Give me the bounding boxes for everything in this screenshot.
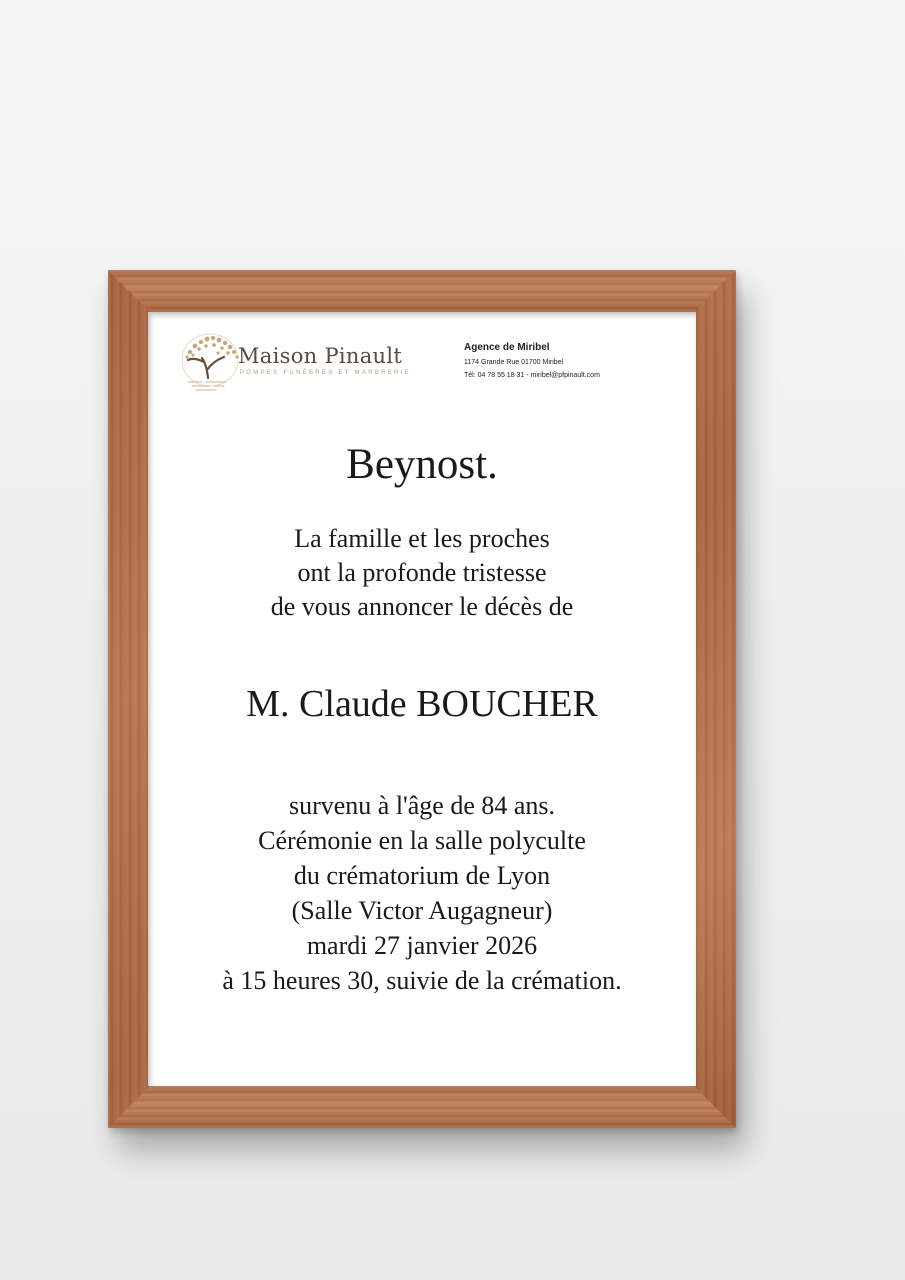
detail-line: du crématorium de Lyon (293, 861, 551, 890)
agency-name: Agence de Miribel (464, 342, 550, 353)
letterhead (148, 312, 696, 412)
frame-top-rail (108, 270, 736, 312)
intro-line: de vous annoncer le décès de (270, 592, 574, 621)
intro-line: ont la profonde tristesse (297, 558, 547, 587)
detail-line: mardi 27 janvier 2026 (306, 931, 538, 960)
detail-line: Cérémonie en la salle polyculte (258, 826, 586, 855)
notice-intro (148, 522, 696, 624)
brand-tagline: POMPES FUNÈBRES ET MARBRERIE (240, 370, 411, 376)
intro-line: La famille et les proches (294, 524, 550, 553)
detail-line: (Salle Victor Augagneur) (291, 896, 553, 925)
notice-town: Beynost. (346, 441, 498, 488)
notice-details (148, 788, 696, 998)
detail-line: survenu à l'âge de 84 ans. (288, 791, 556, 820)
agency-contact: Tél: 04 78 55 18 31 - miribel@pfpinault.com (464, 372, 600, 379)
detail-line: à 15 heures 30, suivie de la crémation. (222, 966, 622, 995)
frame-bottom-rail (108, 1086, 736, 1128)
agency-info (464, 342, 600, 385)
death-notice-paper (148, 312, 696, 1086)
agency-address: 1174 Grande Rue 01700 Miribel (464, 359, 564, 366)
wooden-frame (108, 270, 736, 1128)
brand-name: Maison Pinault (238, 344, 403, 368)
deceased-name: M. Claude BOUCHER (246, 683, 598, 725)
